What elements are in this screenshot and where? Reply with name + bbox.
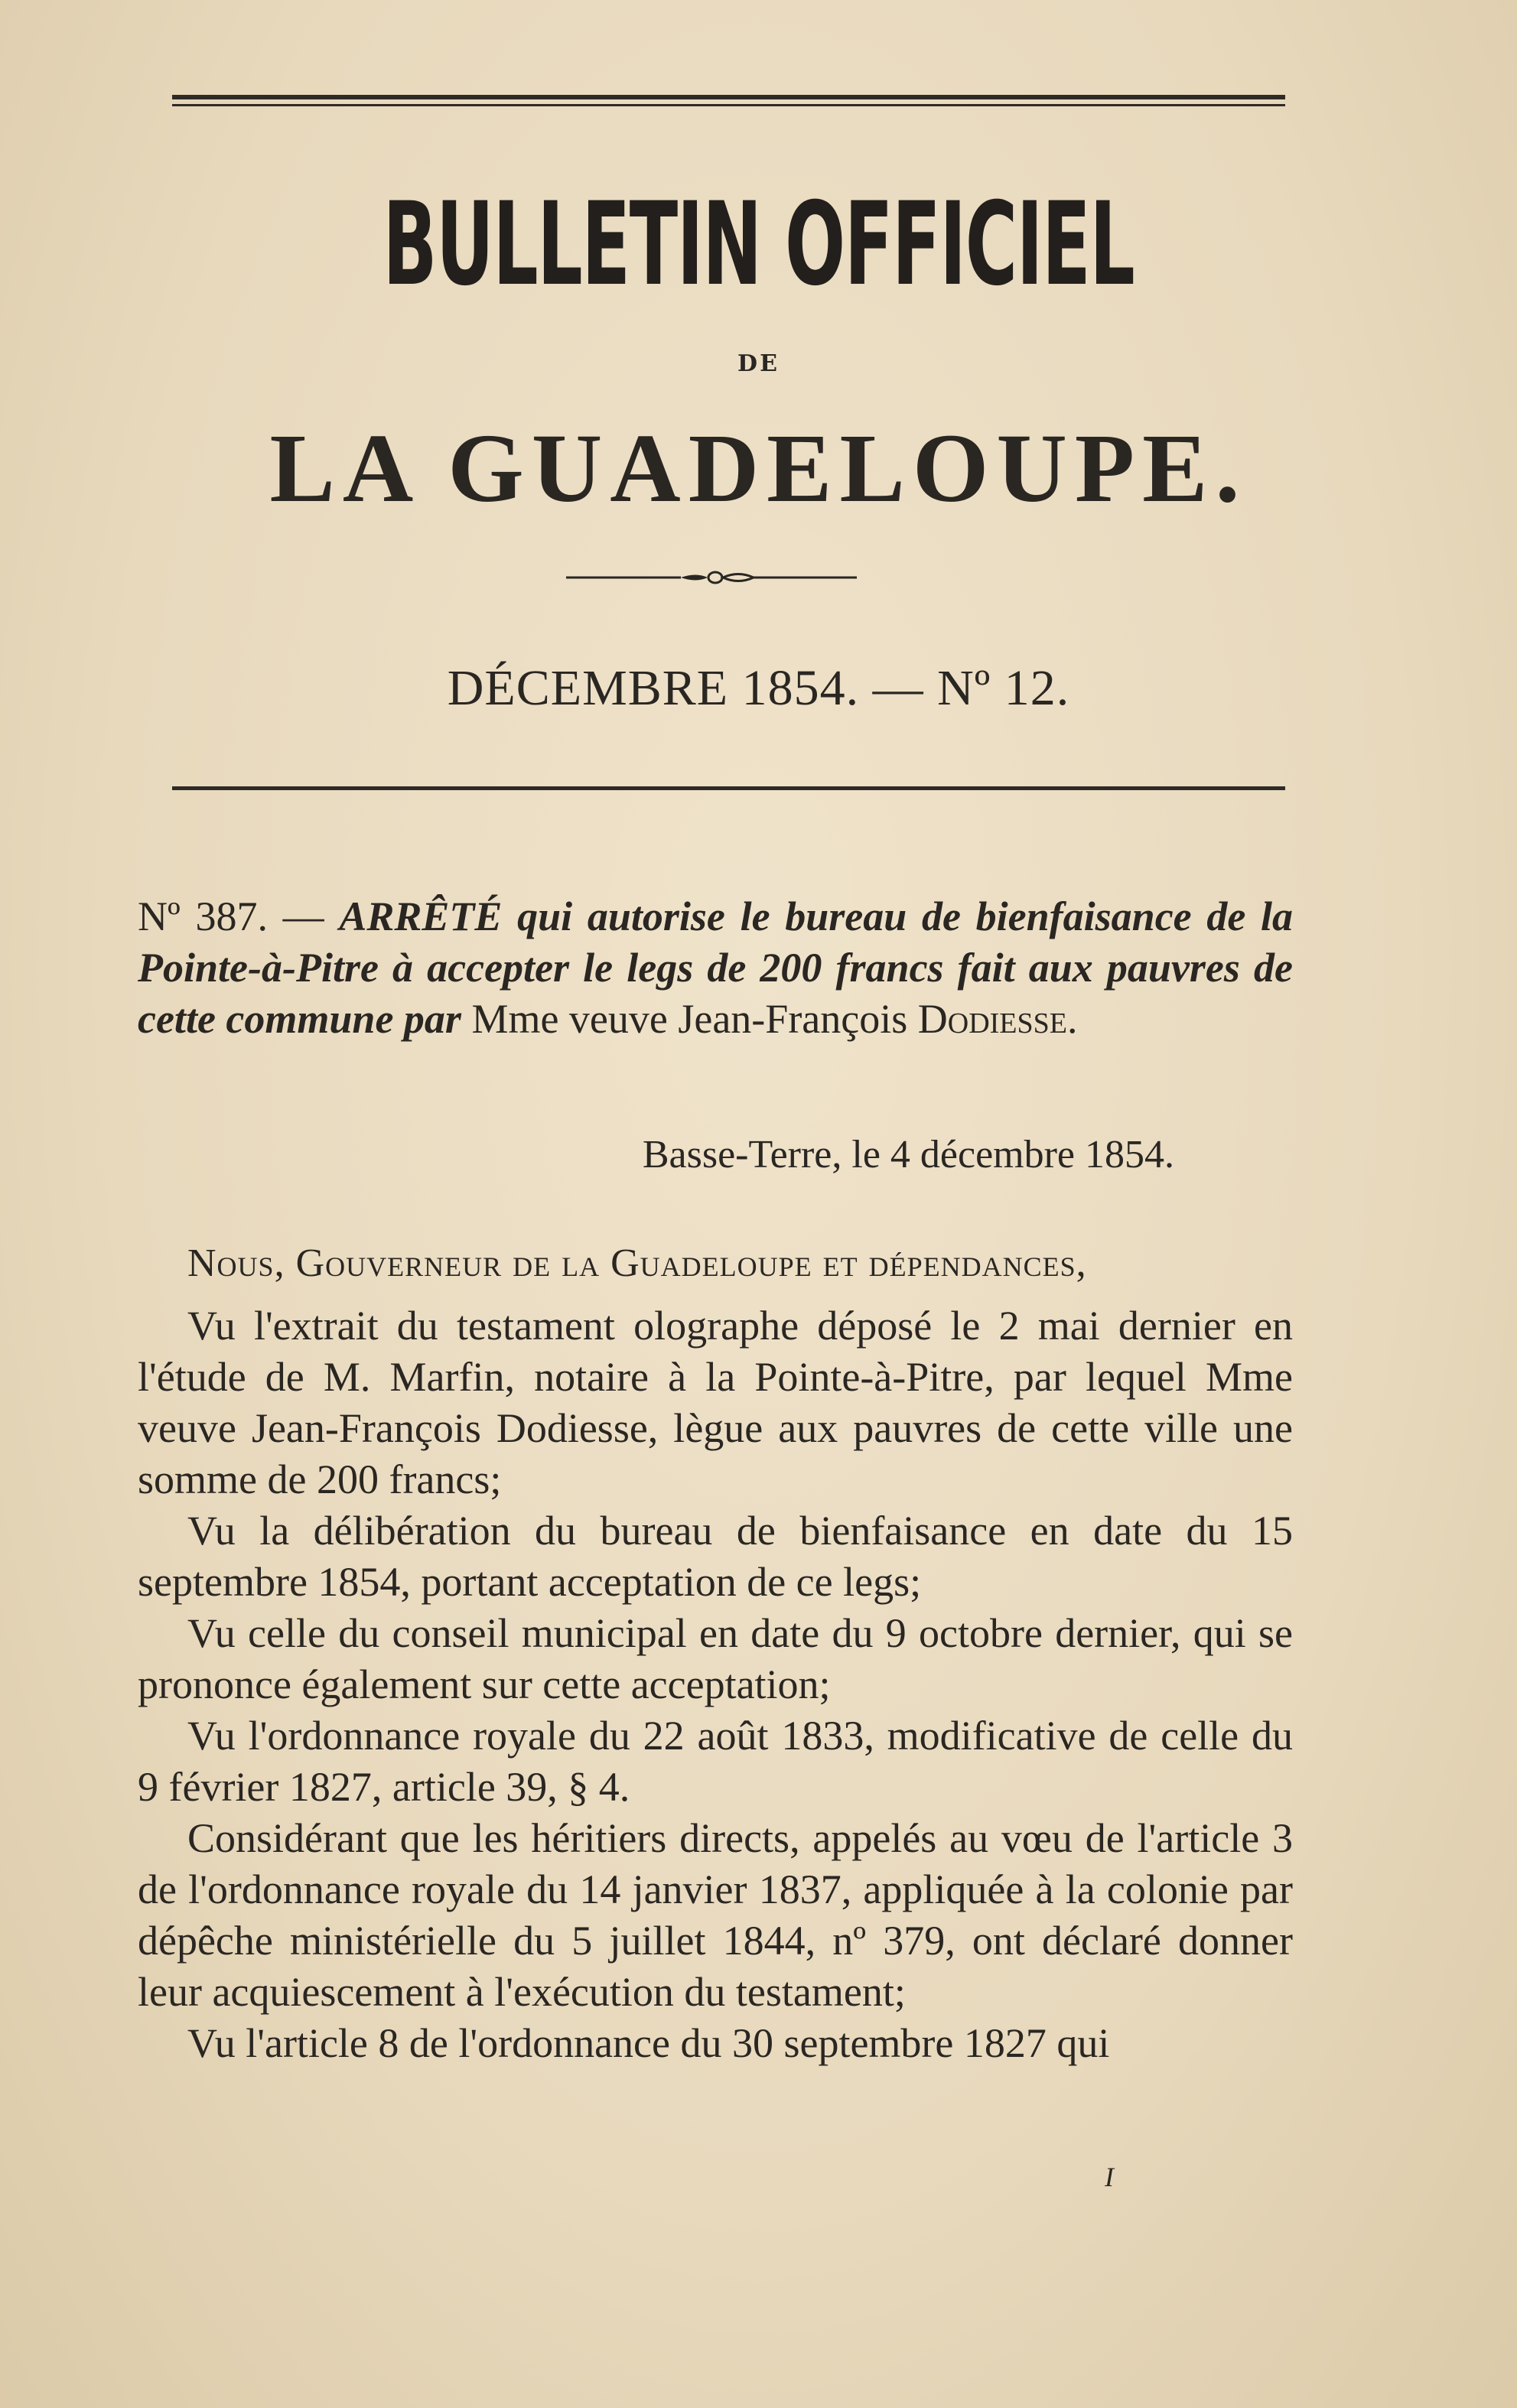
top-rule-thick xyxy=(172,95,1285,99)
paragraph: Vu l'article 8 de l'ordonnance du 30 septembre 1827 qui xyxy=(187,2020,1110,2066)
paragraph: Considérant que les héritiers directs, appelés au vœu de l'article 3 de l'ordonnance royale du 14 janvier 1837, appliquée à la colonie par dépêche ministérielle du 5 juillet 1844, nº 379, ont déclaré donner leur acquiescement à l'exécution du testament; xyxy=(138,1815,1293,2015)
act-body xyxy=(138,1300,1293,2069)
page-folio: I xyxy=(1105,2162,1114,2192)
act-title: ARRÊTÉ qui autorise le bureau de bienfaisance de la Pointe-à-Pitre à accepter le legs de 200 francs fait aux pauvres de cette commune par xyxy=(138,893,1293,1042)
governor-preamble: Nous, Gouverneur de la Guadeloupe et dépendances, xyxy=(187,1241,1087,1285)
paragraph: Vu celle du conseil municipal en date du 9 octobre dernier, qui se prononce également sur cette acceptation; xyxy=(138,1610,1293,1707)
act-title-rest: Mme veuve Jean-François xyxy=(471,996,908,1042)
ornament-divider xyxy=(566,566,857,589)
paragraph: Vu la délibération du bureau de bienfaisance en date du 15 septembre 1854, portant acceptation de ce legs; xyxy=(138,1508,1293,1605)
place-date: Basse-Terre, le 4 décembre 1854. xyxy=(642,1133,1174,1176)
bulletin-title: BULLETIN OFFICIEL xyxy=(383,178,1134,311)
issue-date: DÉCEMBRE 1854. — Nº 12. xyxy=(447,660,1070,716)
section-rule xyxy=(172,786,1285,790)
act-number: Nº 387. — xyxy=(138,893,324,939)
paragraph: Vu l'extrait du testament olographe déposé le 2 mai dernier en l'étude de M. Marfin, notaire à la Pointe-à-Pitre, par lequel Mme veuve Jean-François Dodiesse, lègue aux pauvres de cette ville une somme de 200 francs; xyxy=(138,1303,1293,1502)
title-connector: DE xyxy=(737,350,780,377)
top-rule-thin xyxy=(172,104,1285,106)
paragraph: Vu l'ordonnance royale du 22 août 1833, modificative de celle du 9 février 1827, article 39, § 4. xyxy=(138,1713,1293,1810)
act-name: Dodiesse. xyxy=(917,996,1078,1042)
bulletin-subtitle: LA GUADELOUPE. xyxy=(269,414,1248,522)
act-heading xyxy=(138,891,1293,1045)
